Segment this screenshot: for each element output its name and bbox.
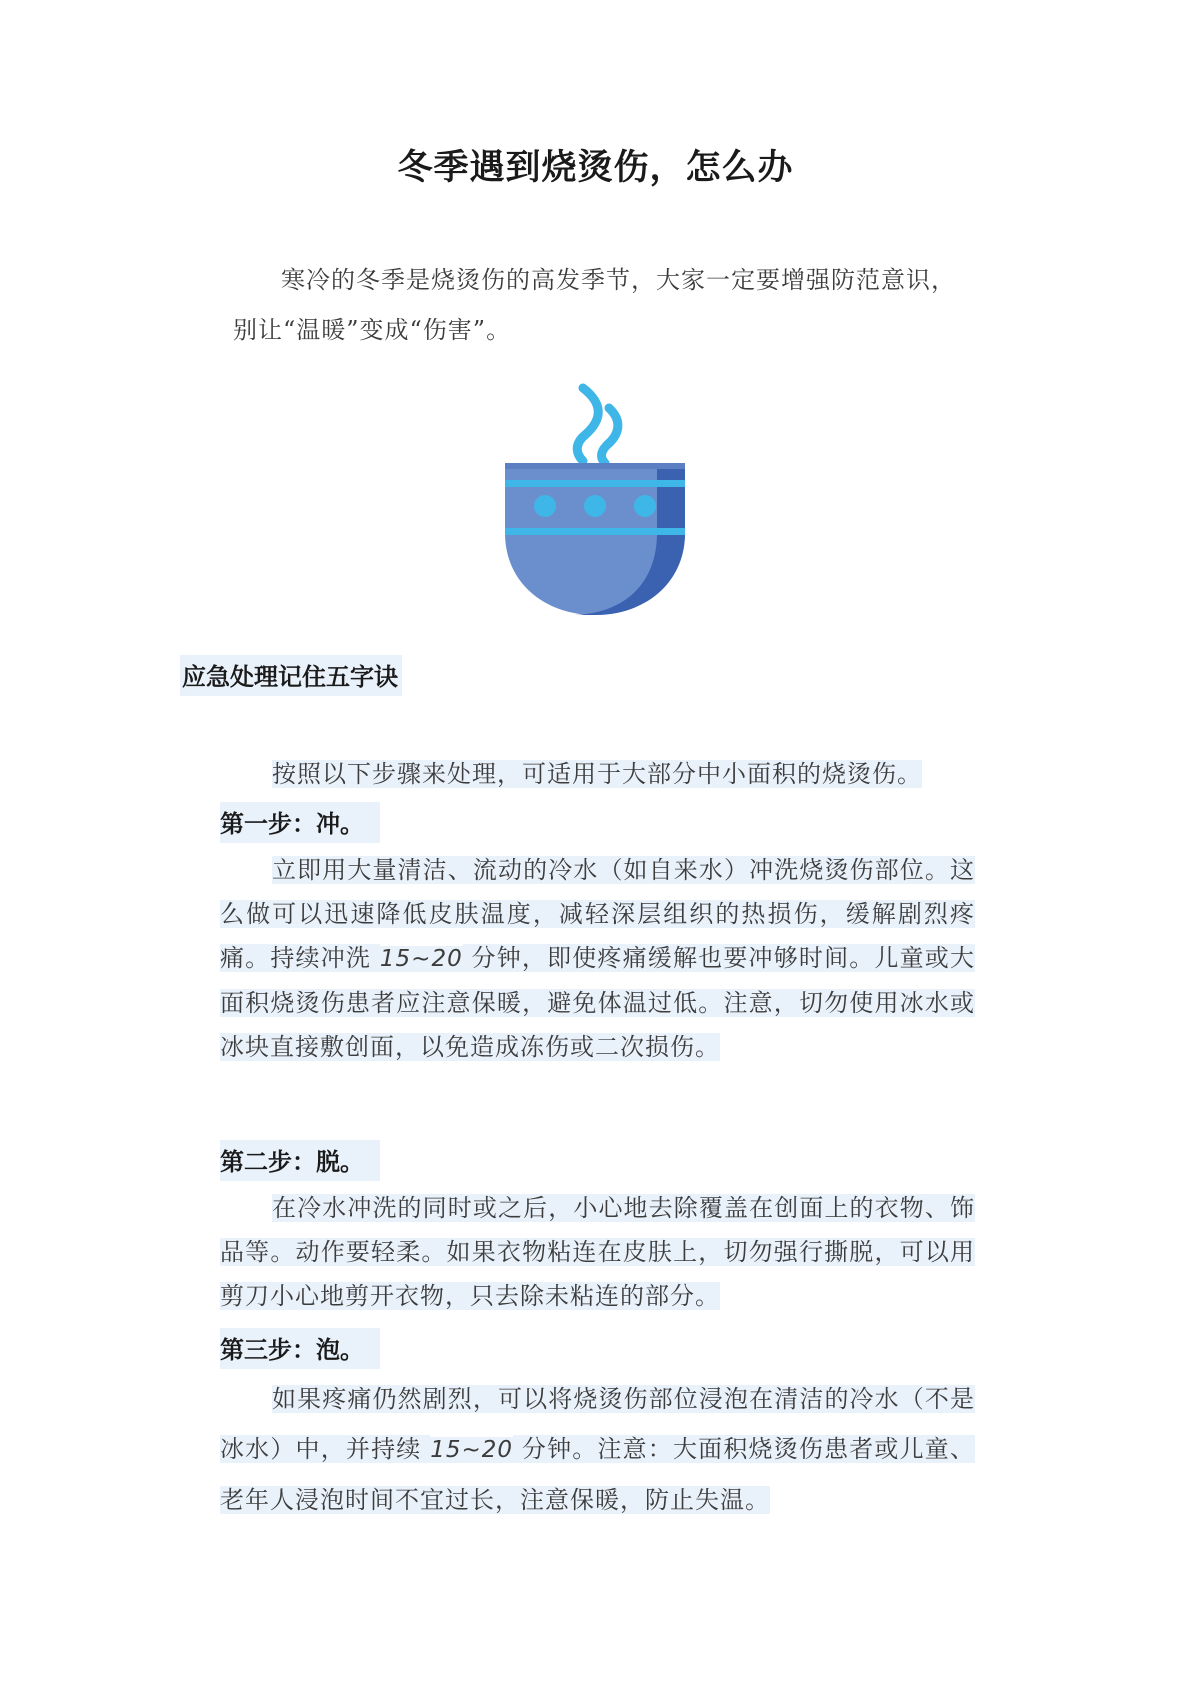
bowl-icon — [505, 463, 685, 615]
step-3-text-b: 分钟。注意：大面积烧烫伤患者或儿童、老年人浸泡时间不宜过长，注意保暖，防止失温。 — [220, 1435, 975, 1514]
steaming-bowl-icon — [505, 383, 685, 618]
step-2-paragraph — [220, 1186, 975, 1318]
step-1-text-b: 分钟，即使疼痛缓解也要冲够时间。儿童或大面积烧烫伤患者应注意保暖，避免体温过低。注意，切勿使用冰水或冰块直接敷创面，以免造成冻伤或二次损伤。 — [220, 944, 975, 1061]
intro-paragraph: 寒冷的冬季是烧烫伤的高发季节，大家一定要增强防范意识，别让“温暖”变成“伤害”。 — [233, 266, 956, 344]
step-3-duration: 15~20 — [430, 1437, 514, 1463]
lead-text: 按照以下步骤来处理，可适用于大部分中小面积的烧烫伤。 — [272, 760, 922, 788]
step-2-text: 在冷水冲洗的同时或之后，小心地去除覆盖在创面上的衣物、饰品等。动作要轻柔。如果衣物粘连在皮肤上，切勿强行撕脱，可以用剪刀小心地剪开衣物，只去除未粘连的部分。 — [220, 1194, 975, 1310]
lead-paragraph — [220, 754, 975, 794]
step-1-label: 第一步：冲。 — [220, 802, 380, 843]
step-1-duration: 15~20 — [379, 946, 463, 972]
step-2-label: 第二步：脱。 — [220, 1140, 380, 1181]
step-3-text-a: 如果疼痛仍然剧烈，可以将烧烫伤部位浸泡在清洁的冷水（不是冰水）中，并持续 — [220, 1385, 975, 1463]
step-3-label: 第三步：泡。 — [220, 1328, 380, 1369]
step-1-paragraph — [220, 848, 975, 1069]
section-heading: 应急处理记住五字诀 — [180, 655, 402, 696]
steam-icon — [577, 388, 618, 463]
step-3-paragraph — [220, 1374, 975, 1525]
step-1-text-a: 立即用大量清洁、流动的冷水（如自来水）冲洗烧烫伤部位。这么做可以迅速降低皮肤温度，减轻深层组织的热损伤，缓解剧烈疼痛。持续冲洗 — [220, 856, 975, 972]
page-title: 冬季遇到烧烫伤，怎么办 — [397, 147, 794, 188]
